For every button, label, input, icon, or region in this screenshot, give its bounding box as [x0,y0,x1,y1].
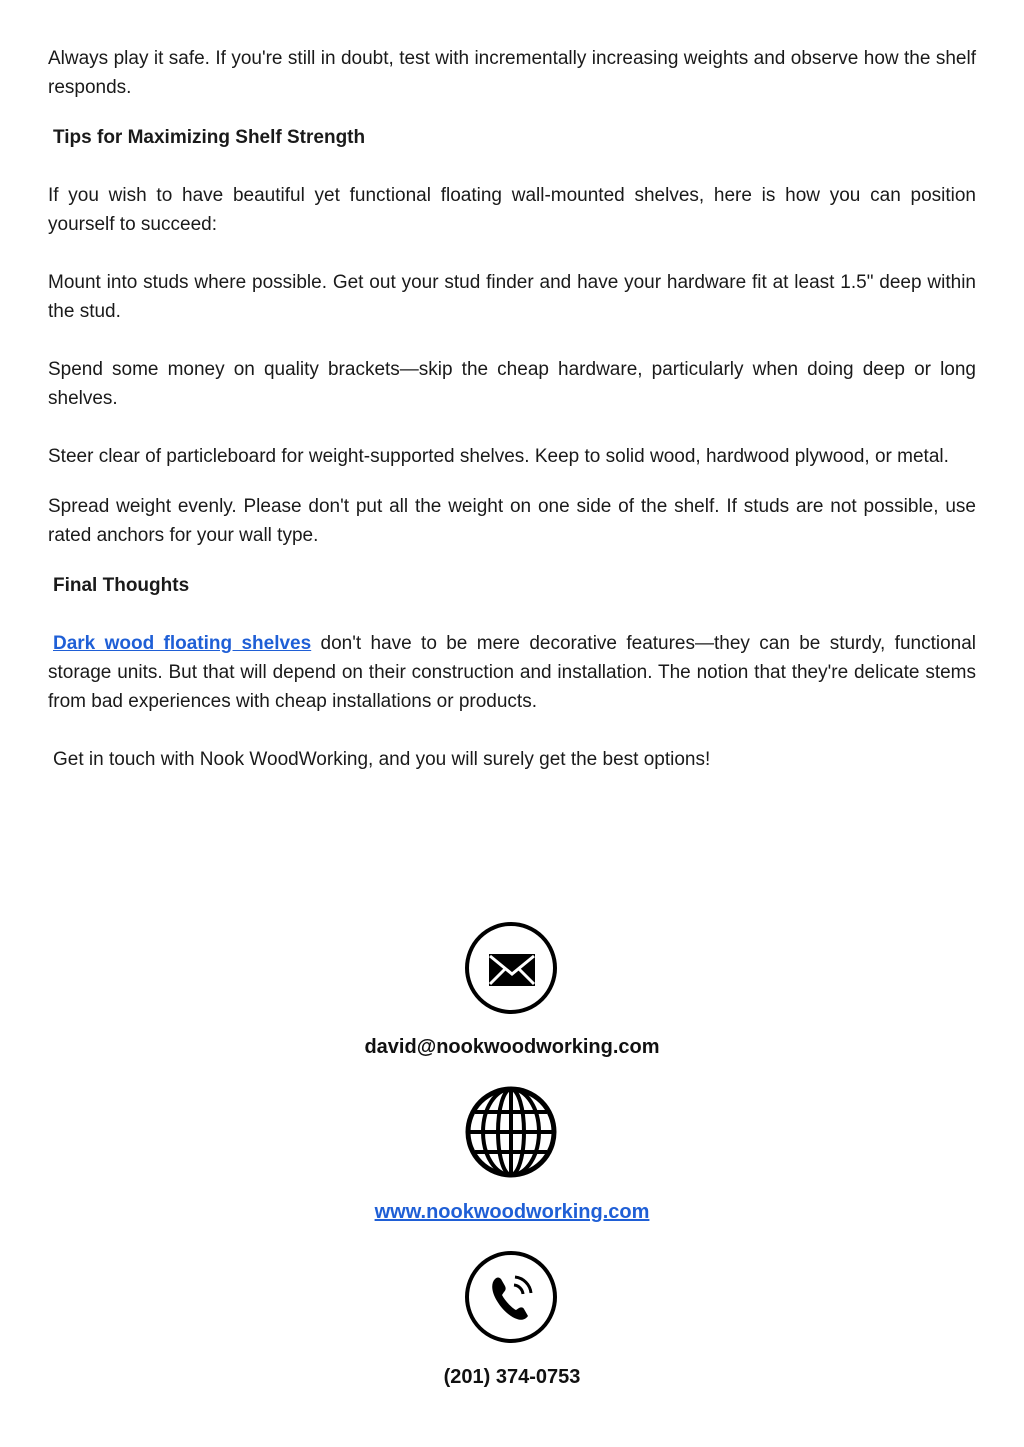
final-thoughts-paragraph [48,629,976,716]
tip-item-studs: Mount into studs where possible. Get out your stud finder and have your hardware fit at least 1.5" deep within the stud. [48,272,976,322]
contact-phone[interactable]: (201) 374-0753 [443,1366,581,1388]
tip-item-weight: Spread weight evenly. Please don't put all the weight on one side of the shelf. If studs are not possible, use rated anchors for your wall type. [48,496,976,546]
contact-email[interactable]: david@nookwoodworking.com [364,1036,660,1058]
tips-heading: Tips for Maximizing Shelf Strength [53,127,366,148]
final-thoughts-heading: Final Thoughts [53,575,190,596]
final-thoughts-text: don't have to be mere decorative features—they can be sturdy, functional storage units. But that will depend on their construction and installation. The notion that they're delicate stems from bad experiences with cheap installations or products. [48,633,976,712]
tips-intro-paragraph: If you wish to have beautiful yet functional floating wall-mounted shelves, here is how you can position yourself to succeed: [48,185,976,235]
phone-icon [465,1251,557,1343]
article-body [48,44,976,774]
dark-wood-shelves-link[interactable]: Dark wood floating shelves [53,633,312,654]
website-link[interactable]: www.nookwoodworking.com [374,1201,650,1223]
intro-paragraph: Always play it safe. If you're still in doubt, test with incrementally increasing weights and observe how the shelf responds. [48,48,976,98]
closing-line: Get in touch with Nook WoodWorking, and you will surely get the best options! [53,749,711,770]
tip-item-brackets: Spend some money on quality brackets—skip the cheap hardware, particularly when doing deep or long shelves. [48,359,976,409]
globe-icon [465,1086,557,1178]
tip-item-materials: Steer clear of particleboard for weight-supported shelves. Keep to solid wood, hardwood plywood, or metal. [48,446,949,467]
contact-website-wrapper [0,1201,1024,1224]
envelope-icon [465,922,557,1014]
